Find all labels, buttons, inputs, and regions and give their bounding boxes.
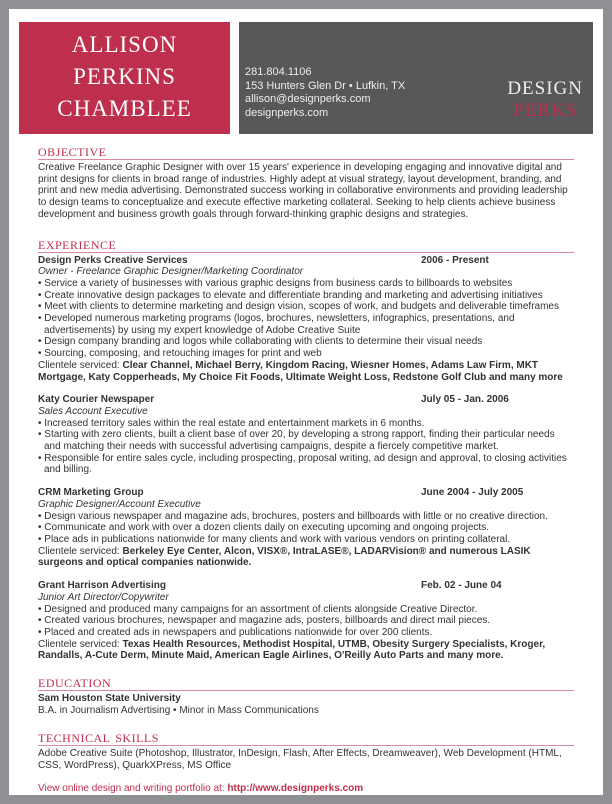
logo-word: perks: [513, 92, 578, 122]
logo-word: design: [507, 70, 583, 100]
job-role: Sales Account Executive: [38, 405, 148, 417]
clientele-label: Clientele serviced:: [38, 359, 123, 371]
job-role: Owner - Freelance Graphic Designer/Marketing Coordinator: [38, 266, 304, 278]
clientele-list: Texas Health Resources, Methodist Hospital, UTMB, Obesity Surgery Specialists, Kroger, Randalls, A-Cute Derm, Minute Maid, American Eagle Airlines, O'Reilly Auto Parts and many more.: [38, 638, 546, 662]
contact-block: [239, 22, 593, 134]
job-bullet: • Sourcing, composing, and retouching images for print and web: [38, 348, 322, 360]
clientele-label: Clientele serviced:: [38, 545, 123, 557]
job-entry: [38, 394, 574, 476]
email-link[interactable]: allison@designperks.com: [245, 93, 371, 105]
degree: B.A. in Journalism Advertising • Minor in Mass Communications: [38, 704, 319, 716]
clientele: [38, 639, 574, 662]
company-name: CRM Marketing Group: [38, 487, 144, 499]
school-name: Sam Houston State University: [38, 693, 181, 705]
company-name: Katy Courier Newspaper: [38, 394, 155, 406]
job-header: [38, 394, 574, 406]
name-line: perkins: [73, 56, 176, 92]
company-name: Grant Harrison Advertising: [38, 580, 166, 592]
job-bullet: • Communicate and work with over a dozen clients daily on executing upcoming and ongoing projects.: [38, 522, 489, 534]
job-dates: Feb. 02 - June 04: [421, 580, 502, 592]
job-dates: July 05 - Jan. 2006: [421, 394, 509, 406]
job-bullet: • Responsible for entire sales cycle, including prospecting, proposal writing, ad design and approval, to closing activities and billing.: [38, 452, 567, 476]
job-role: Junior Art Director/Copywriter: [38, 591, 169, 603]
job-bullet: • Design company branding and logos while collaborating with clients to determine their visual needs: [38, 336, 483, 348]
clientele: [38, 360, 574, 383]
job-dates: 2006 - Present: [421, 254, 489, 266]
clientele-label: Clientele serviced:: [38, 638, 123, 650]
skills-text: Adobe Creative Suite (Photoshop, Illustrator, InDesign, Flash, After Effects, Dreamweaver), Web Development (HTML, CSS, WordPress), QuarkXPress, MS Office: [38, 748, 562, 772]
address: 153 Hunters Glen Dr • Lufkin, TX: [245, 79, 406, 92]
job-entry: [38, 580, 574, 662]
portfolio-link[interactable]: http://www.designperks.com: [227, 782, 364, 794]
job-header: [38, 487, 574, 499]
job-bullet: • Service a variety of businesses with various graphic designs from business cards to billboards to websites: [38, 277, 513, 289]
job-bullet: • Place ads in publications nationwide for many clients and work with various vendors on printing collateral.: [38, 533, 511, 545]
resume-page: [9, 9, 603, 795]
portfolio-line: [38, 783, 574, 795]
job-header: [38, 255, 574, 267]
job-bullet: • Create innovative design packages to elevate and differentiate branding and marketing and advertising initiatives: [38, 289, 543, 301]
job-entry: [38, 487, 574, 569]
job-role: Graphic Designer/Account Executive: [38, 498, 201, 510]
name-line: chamblee: [57, 88, 192, 124]
section-heading-experience: experience: [38, 235, 574, 253]
section-heading-objective: objective: [38, 142, 574, 160]
section-heading-education: education: [38, 673, 574, 691]
website-link[interactable]: designperks.com: [245, 106, 329, 119]
job-bullet: • Design various newspaper and magazine ads, brochures, posters and billboards with little or no creative direction.: [38, 510, 548, 522]
job-bullet: • Meet with clients to determine marketing and design vision, scopes of work, and budgets and deliverable timeframes: [38, 301, 559, 313]
phone: 281.804.1106: [245, 66, 312, 78]
clientele: [38, 546, 574, 569]
job-dates: June 2004 - July 2005: [421, 487, 524, 499]
job-bullet: • Increased territory sales within the real estate and entertainment markets in 6 months.: [38, 417, 425, 429]
job-bullet: • Developed numerous marketing programs (logos, brochures, newsletters, infographics, presentations, and advertisements) by using my expert knowledge of Adobe Creative Suite: [38, 313, 515, 336]
job-bullet: • Placed and created ads in newspapers and publications nationwide for over 200 clients.: [38, 626, 433, 638]
resume-content: [38, 134, 574, 795]
objective-text: Creative Freelance Graphic Designer with over 15 years' experience in developing engaging and innovative digital and print designs for clients in broad range of industries. Highly adept at visual strategy, layout development, branding, and print and new media advertising. Demonstrated success working in collaborative environments and providing leadership to design teams to conceptualize and execute effective marketing collateral. Seeking to help clients achieve business development and business growth goals through forward-thinking graphic designs and strategies.: [38, 162, 568, 220]
name-line: allison: [71, 24, 178, 60]
name-block: [19, 22, 230, 134]
job-bullet: • Designed and produced many campaigns for an assortment of clients alongside Creative Director.: [38, 603, 478, 615]
clientele-list: Berkeley Eye Center, Alcon, VISX®, IntraLASE®, LADARVision® and numerous LASIK surgeons and optical companies nationwide.: [38, 545, 531, 569]
company-name: Design Perks Creative Services: [38, 254, 188, 266]
section-heading-skills: technical skills: [38, 728, 574, 746]
job-entry: [38, 255, 574, 384]
job-bullet: • Created various brochures, newspaper and magazine ads, posters, billboards and direct mail pieces.: [38, 615, 491, 627]
portfolio-label: View online design and writing portfolio at:: [38, 782, 228, 794]
job-bullet: • Starting with zero clients, built a client base of over 20, by developing a strong rapport, finding their particular needs and matching their needs with successful advertising campaigns, despite a fiercely competitive market.: [38, 429, 555, 453]
design-perks-logo: [507, 70, 583, 122]
job-header: [38, 580, 574, 592]
clientele-list: Clear Channel, Michael Berry, Kingdom Racing, Wiesner Homes, Adams Law Firm, MKT Mortgage, Katy Copperheads, My Choice Fit Foods, Ultimate Weight Loss, Redstone Golf Club and many more: [38, 359, 563, 383]
